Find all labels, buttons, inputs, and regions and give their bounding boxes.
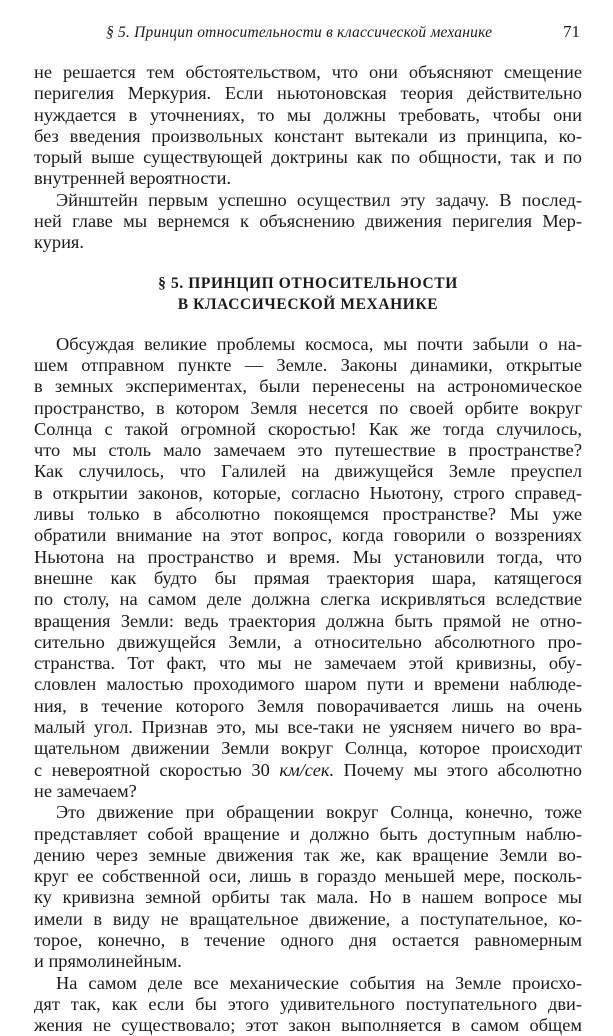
text-line: не замечаем? — [34, 780, 137, 801]
text-line: ней главе мы вернемся к объяснению движения перигелия Мер- — [34, 211, 582, 232]
text-line: Солнца с такой огромной скоростью! Как же тогда случилось, — [34, 418, 582, 439]
text-line: малый угол. Признав это, мы все-таки не уясняем ничего во вра- — [34, 717, 582, 738]
section-heading-line-1: § 5. ПРИНЦИП ОТНОСИТЕЛЬНОСТИ — [158, 274, 458, 292]
speed-unit: км/сек. — [279, 759, 335, 780]
text-line: имели в виду не вращательное движение, а поступательное, ко- — [34, 908, 582, 929]
text-line: дению через земные движения так же, как вращение Земли во- — [34, 844, 582, 865]
paragraph-rotation — [34, 802, 582, 972]
running-head-title: § 5. Принцип относительности в классической механике — [106, 24, 493, 41]
text-line: внешне как будто бы прямая траектория шара, катящегося — [34, 567, 582, 588]
text-line: Как случилось, что Галилей на движущейся Земле преуспел — [34, 461, 582, 482]
text-line: что мы столь мало замечаем это путешествие в пространстве? — [34, 440, 582, 461]
text-line-speed — [34, 760, 582, 781]
paragraph-continuation — [34, 62, 582, 190]
text-line: торый выше существующей доктрины как по общности, так и по — [34, 147, 582, 168]
text-line: в открытии законов, которые, согласно Ньютону, строго справед- — [34, 482, 582, 503]
text-line: обратили внимание на этот вопрос, когда говорили о воззрениях — [34, 525, 582, 546]
text-line: Ньютона на пространство и время. Мы установили тогда, что — [34, 546, 582, 567]
text-line: круг ее собственной оси, лишь в гораздо меньшей мере, посколь- — [34, 866, 582, 887]
speed-prefix: с невероятной скоростью 30 — [34, 759, 280, 780]
text-line: перигелия Меркурия. Если ньютоновская теория действительно — [34, 83, 582, 104]
text-line: шем отправном пункте — Земле. Законы динамики, открытые — [34, 354, 582, 375]
text-line: представляет собой вращение и должно быть доступным наблю- — [34, 823, 582, 844]
text-line: сительно движущейся Земли, а относительно абсолютного про- — [34, 631, 582, 652]
text-line: словлен малостью проходимого шаром пути и времени наблюде- — [34, 674, 582, 695]
paragraph-mechanical-events — [34, 973, 582, 1036]
text-line: и прямолинейным. — [34, 951, 182, 972]
section-heading-line-2: В КЛАССИЧЕСКОЙ МЕХАНИКЕ — [177, 295, 439, 313]
running-head — [34, 24, 580, 48]
text-line: торое, конечно, в течение одного дня остается равномерным — [34, 929, 582, 950]
text-line: по столу, на самом деле должна слегка искривляться вследствие — [34, 589, 582, 610]
text-line: Обсуждая великие проблемы космоса, мы почти забыли о на- — [56, 333, 582, 354]
paragraph-einstein — [34, 190, 582, 254]
text-line: ку кривизна земной орбиты так мала. Но в нашем вопросе мы — [34, 887, 582, 908]
text-line: жения не существовало; этот закон выполняется в самом общем — [34, 1015, 582, 1036]
text-line: курия. — [34, 232, 84, 253]
text-line: в земных экспериментах, были перенесены на астрономическое — [34, 376, 582, 397]
text-line: пространство, в котором Земля несется по своей орбите вокруг — [34, 397, 582, 418]
text-line: ливы только в абсолютно покоящемся пространстве? Мы уже — [34, 504, 582, 525]
body-text — [34, 62, 582, 1036]
text-line: странства. Тот факт, что мы не замечаем этой кривизны, обу- — [34, 653, 582, 674]
text-line: вращения Земли: ведь траектория должна быть прямой не отно- — [34, 610, 582, 631]
text-line: щательном движении Земли вокруг Солнца, которое происходит — [34, 738, 582, 759]
speed-suffix: Почему мы этого абсолютно — [334, 759, 582, 780]
page-number: 71 — [563, 22, 580, 41]
section-heading — [34, 273, 582, 315]
text-line: без введения произвольных констант вытекали из принципа, ко- — [34, 125, 582, 146]
spacer — [34, 254, 582, 273]
text-line: дят так, как если бы этого удивительного поступательного дви- — [34, 993, 582, 1014]
text-line: не решается тем обстоятельством, что они объясняют смещение — [34, 62, 582, 82]
text-line: Эйнштейн первым успешно осуществил эту задачу. В послед- — [56, 189, 582, 210]
spacer — [34, 315, 582, 334]
text-line: На самом деле все механические события на Земле происхо- — [56, 972, 582, 993]
text-line: Это движение при обращении вокруг Солнца, конечно, тоже — [56, 802, 582, 823]
text-line: ния, в течение которого Земля поворачивается лишь на очень — [34, 695, 582, 716]
paragraph-cosmos — [34, 334, 582, 803]
text-line: внутренней вероятности. — [34, 168, 232, 189]
text-line: нуждается в уточнениях, то мы должны требовать, чтобы они — [34, 104, 582, 125]
